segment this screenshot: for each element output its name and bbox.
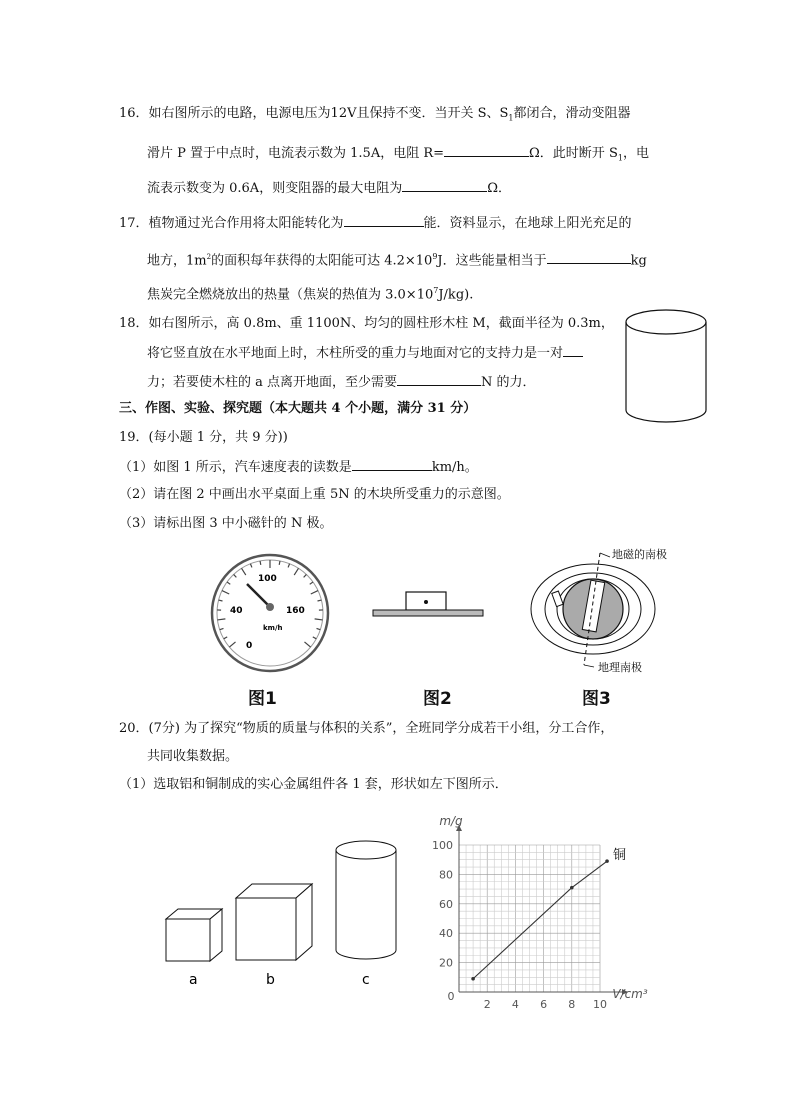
x-tick-label: 10 xyxy=(593,998,607,1011)
y-tick-label: 100 xyxy=(432,839,453,852)
section-heading: 三、作图、实验、探究题（本大题共 4 个小题，满分 31 分） xyxy=(119,401,477,416)
series-line xyxy=(473,861,607,979)
speed-tick-160: 160 xyxy=(286,606,305,616)
origin-label: 0 xyxy=(447,990,455,1003)
geomagnetic-south-label: 地磁的南极 xyxy=(612,548,667,561)
fig1-label: 图1 xyxy=(248,689,277,709)
q17-line1: 17．植物通过光合作用将太阳能转化为 能．资料显示，在地球上阳光充足的 xyxy=(119,216,632,231)
q20-line1: 20．(7分) 为了探究“物质的质量与体积的关系”，全班同学分成若干小组，分工合作， xyxy=(119,721,614,736)
q18-line2: 将它竖直放在水平地面上时，木柱所受的重力与地面对它的支持力是一对 xyxy=(147,344,583,362)
series-label: 铜 xyxy=(613,848,627,864)
q19-part1: （1）如图 1 所示，汽车速度表的读数是 km/h。 xyxy=(119,460,478,475)
speed-tick-100: 100 xyxy=(258,574,277,584)
solid-label-b: b xyxy=(266,972,275,988)
speed-tick-40: 40 xyxy=(230,606,243,616)
q18-line1: 18．如右图所示，高 0.8m、重 1100N、均匀的圆柱形木柱 M，截面半径为 0.3m， xyxy=(119,316,614,331)
q16-line3: 流表示数变为 0.6A，则变阻器的最大电阻为 Ω． xyxy=(147,181,511,196)
series-point xyxy=(471,977,475,981)
q19-head: 19．(每小题 1 分，共 9 分)) xyxy=(119,430,288,445)
fig2-label: 图2 xyxy=(423,689,452,709)
geographic-south-label: 地理南极 xyxy=(598,661,642,674)
q16-line1: 16．如右图所示的电路，电源电压为12V且保持不变．当开关 S、$S_1$都闭合，滑动变阻器 xyxy=(119,106,631,123)
series-point xyxy=(570,886,574,890)
x-tick-label: 4 xyxy=(511,998,519,1011)
x-axis-label: V/cm³ xyxy=(612,987,648,1001)
q19-part3: （3）请标出图 3 中小磁针的 N 极。 xyxy=(119,516,333,531)
series-point xyxy=(605,859,609,863)
y-tick-label: 20 xyxy=(439,956,453,970)
solid-label-c: c xyxy=(362,972,370,988)
solid-label-a: a xyxy=(189,972,198,988)
speed-unit: km/h xyxy=(263,624,283,632)
q20-line2: 共同收集数据。 xyxy=(147,749,239,764)
y-axis-label: m/g xyxy=(439,814,463,828)
q20-part1: （1）选取铝和铜制成的实心金属组件各 1 套，形状如左下图所示． xyxy=(119,777,508,792)
q19-part2: （2）请在图 2 中画出水平桌面上重 5N 的木块所受重力的示意图。 xyxy=(119,487,510,502)
y-tick-label: 40 xyxy=(439,927,453,941)
q17-line3: 焦炭完全燃烧放出的热量（焦炭的热值为 $3.0\times 10^7J/kg$). xyxy=(147,286,474,303)
y-tick-label: 80 xyxy=(439,868,453,882)
x-tick-label: 6 xyxy=(540,998,548,1011)
x-tick-label: 2 xyxy=(483,998,491,1011)
fig3-label: 图3 xyxy=(582,689,611,709)
y-tick-label: 60 xyxy=(439,897,453,911)
q18-line3: 力；若要使木柱的 a 点离开地面，至少需要 N 的力． xyxy=(147,375,536,390)
q17-line2: 地方，$1m^2$的面积每年获得的太阳能可达 $4.2\times 10^9J$．这些能量相当于 kg xyxy=(147,252,647,269)
q16-line2: 滑片 P 置于中点时，电流表示数为 1.5A，电阻 R= Ω．此时断开 $S_1$，电 xyxy=(147,146,649,163)
x-tick-label: 8 xyxy=(568,998,576,1011)
speed-tick-0: 0 xyxy=(246,641,253,651)
